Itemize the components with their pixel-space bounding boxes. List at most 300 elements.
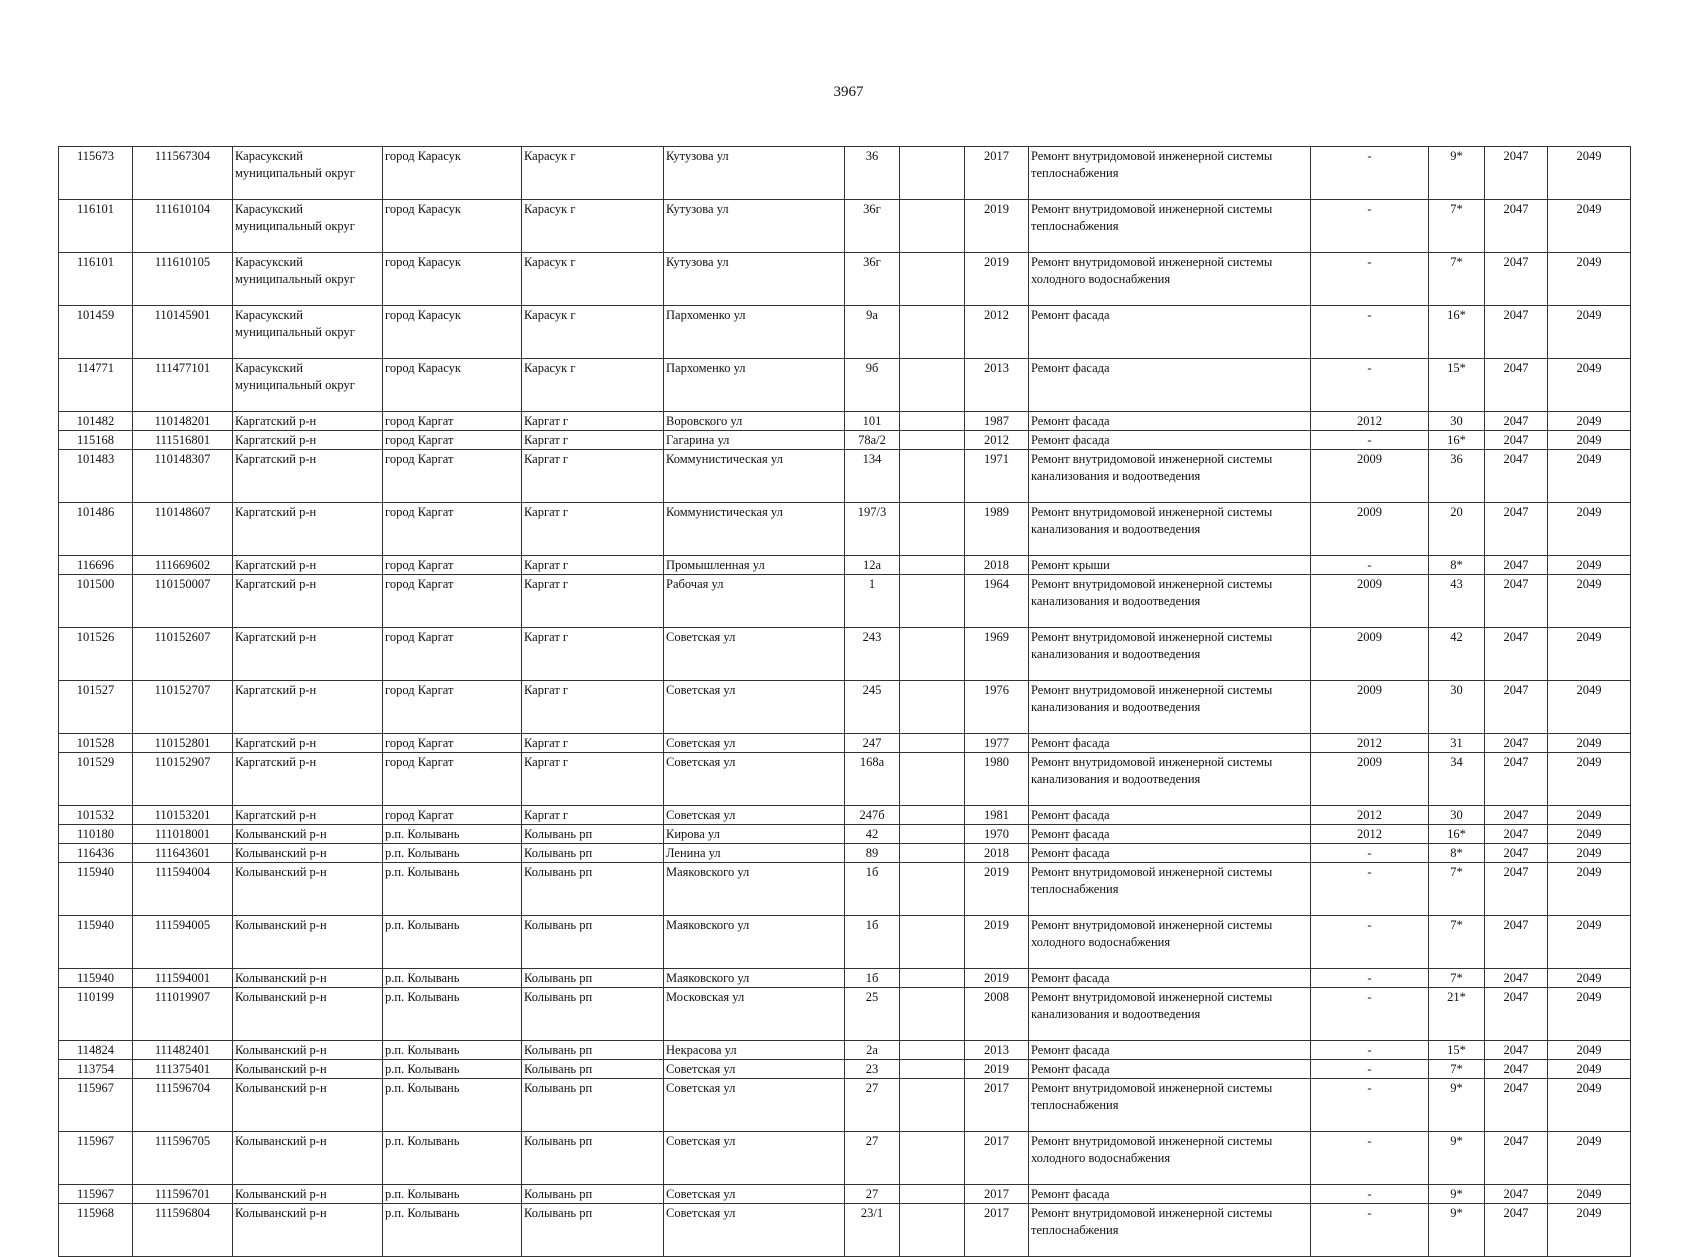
- cell-house-number: 42: [845, 825, 900, 844]
- cell-last-repair-year: -: [1311, 1041, 1429, 1060]
- cell-street: Советская ул: [664, 628, 845, 681]
- cell-wear-years: 30: [1429, 681, 1485, 734]
- cell-locality: Каргат г: [522, 450, 664, 503]
- cell-end-year: 2049: [1548, 825, 1631, 844]
- cell-house-id: 101486: [59, 503, 133, 556]
- cell-object-id: 110148607: [133, 503, 233, 556]
- cell-end-year: 2049: [1548, 988, 1631, 1041]
- cell-built-year: 2013: [965, 359, 1029, 412]
- table-row: [59, 412, 1631, 431]
- cell-house-id: 101529: [59, 753, 133, 806]
- cell-locality: Каргат г: [522, 681, 664, 734]
- cell-wear-years: 7*: [1429, 253, 1485, 306]
- cell-start-year: 2047: [1485, 556, 1548, 575]
- cell-street: Рабочая ул: [664, 575, 845, 628]
- cell-house-id: 101483: [59, 450, 133, 503]
- cell-end-year: 2049: [1548, 556, 1631, 575]
- cell-wear-years: 21*: [1429, 988, 1485, 1041]
- cell-last-repair-year: -: [1311, 969, 1429, 988]
- cell-locality: Карасук г: [522, 253, 664, 306]
- cell-end-year: 2049: [1548, 253, 1631, 306]
- cell-municipality: Каргатский р-н: [233, 806, 383, 825]
- cell-house-id: 115940: [59, 969, 133, 988]
- cell-start-year: 2047: [1485, 628, 1548, 681]
- cell-start-year: 2047: [1485, 200, 1548, 253]
- cell-work-type: Ремонт фасада: [1029, 431, 1311, 450]
- cell-settlement: город Каргат: [383, 628, 522, 681]
- cell-settlement: р.п. Колывань: [383, 1204, 522, 1257]
- cell-letter: [900, 1041, 965, 1060]
- cell-settlement: город Каргат: [383, 753, 522, 806]
- cell-object-id: 110145901: [133, 306, 233, 359]
- cell-municipality: Колыванский р-н: [233, 916, 383, 969]
- cell-street: Некрасова ул: [664, 1041, 845, 1060]
- cell-letter: [900, 844, 965, 863]
- cell-letter: [900, 1079, 965, 1132]
- cell-last-repair-year: -: [1311, 200, 1429, 253]
- cell-house-id: 101482: [59, 412, 133, 431]
- cell-end-year: 2049: [1548, 1204, 1631, 1257]
- cell-settlement: р.п. Колывань: [383, 1185, 522, 1204]
- cell-end-year: 2049: [1548, 431, 1631, 450]
- cell-object-id: 111596701: [133, 1185, 233, 1204]
- cell-house-number: 36г: [845, 200, 900, 253]
- cell-start-year: 2047: [1485, 1204, 1548, 1257]
- cell-house-id: 116101: [59, 253, 133, 306]
- cell-house-number: 247б: [845, 806, 900, 825]
- cell-work-type: Ремонт внутридомовой инженерной системы канализования и водоотведения: [1029, 503, 1311, 556]
- cell-built-year: 2019: [965, 200, 1029, 253]
- cell-built-year: 2019: [965, 916, 1029, 969]
- cell-house-number: 27: [845, 1185, 900, 1204]
- cell-locality: Колывань рп: [522, 1079, 664, 1132]
- cell-house-number: 247: [845, 734, 900, 753]
- cell-municipality: Каргатский р-н: [233, 681, 383, 734]
- cell-object-id: 111019907: [133, 988, 233, 1041]
- cell-settlement: город Каргат: [383, 503, 522, 556]
- cell-letter: [900, 916, 965, 969]
- cell-work-type: Ремонт внутридомовой инженерной системы канализования и водоотведения: [1029, 988, 1311, 1041]
- cell-object-id: 111516801: [133, 431, 233, 450]
- cell-work-type: Ремонт внутридомовой инженерной системы теплоснабжения: [1029, 863, 1311, 916]
- cell-street: Советская ул: [664, 1204, 845, 1257]
- cell-work-type: Ремонт фасада: [1029, 1060, 1311, 1079]
- cell-house-number: 245: [845, 681, 900, 734]
- cell-house-number: 9б: [845, 359, 900, 412]
- cell-municipality: Колыванский р-н: [233, 1079, 383, 1132]
- cell-work-type: Ремонт фасада: [1029, 412, 1311, 431]
- cell-municipality: Карасукский муниципальный округ: [233, 359, 383, 412]
- cell-street: Пархоменко ул: [664, 306, 845, 359]
- cell-letter: [900, 359, 965, 412]
- cell-work-type: Ремонт внутридомовой инженерной системы канализования и водоотведения: [1029, 628, 1311, 681]
- cell-end-year: 2049: [1548, 359, 1631, 412]
- cell-house-number: 23: [845, 1060, 900, 1079]
- cell-start-year: 2047: [1485, 844, 1548, 863]
- cell-built-year: 2018: [965, 556, 1029, 575]
- cell-settlement: р.п. Колывань: [383, 1132, 522, 1185]
- cell-start-year: 2047: [1485, 681, 1548, 734]
- cell-object-id: 111594001: [133, 969, 233, 988]
- cell-municipality: Колыванский р-н: [233, 1204, 383, 1257]
- cell-municipality: Карасукский муниципальный округ: [233, 200, 383, 253]
- cell-work-type: Ремонт внутридомовой инженерной системы канализования и водоотведения: [1029, 681, 1311, 734]
- cell-object-id: 111610105: [133, 253, 233, 306]
- cell-work-type: Ремонт внутридомовой инженерной системы канализования и водоотведения: [1029, 450, 1311, 503]
- cell-work-type: Ремонт фасада: [1029, 359, 1311, 412]
- cell-letter: [900, 306, 965, 359]
- table-row: [59, 825, 1631, 844]
- cell-locality: Каргат г: [522, 412, 664, 431]
- cell-built-year: 1970: [965, 825, 1029, 844]
- table-row: [59, 734, 1631, 753]
- cell-house-id: 115673: [59, 147, 133, 200]
- cell-letter: [900, 988, 965, 1041]
- cell-end-year: 2049: [1548, 147, 1631, 200]
- cell-wear-years: 15*: [1429, 1041, 1485, 1060]
- cell-municipality: Карасукский муниципальный округ: [233, 147, 383, 200]
- cell-last-repair-year: -: [1311, 1204, 1429, 1257]
- cell-object-id: 111669602: [133, 556, 233, 575]
- cell-house-number: 78а/2: [845, 431, 900, 450]
- cell-end-year: 2049: [1548, 916, 1631, 969]
- cell-house-number: 27: [845, 1132, 900, 1185]
- cell-municipality: Колыванский р-н: [233, 969, 383, 988]
- cell-municipality: Колыванский р-н: [233, 1041, 383, 1060]
- cell-object-id: 111567304: [133, 147, 233, 200]
- cell-street: Советская ул: [664, 1079, 845, 1132]
- table-row: [59, 431, 1631, 450]
- cell-house-id: 101532: [59, 806, 133, 825]
- cell-object-id: 110150007: [133, 575, 233, 628]
- cell-house-id: 115967: [59, 1132, 133, 1185]
- cell-house-number: 36г: [845, 253, 900, 306]
- cell-last-repair-year: -: [1311, 988, 1429, 1041]
- cell-built-year: 1980: [965, 753, 1029, 806]
- cell-house-number: 168а: [845, 753, 900, 806]
- cell-settlement: р.п. Колывань: [383, 1060, 522, 1079]
- cell-built-year: 1976: [965, 681, 1029, 734]
- cell-start-year: 2047: [1485, 412, 1548, 431]
- cell-wear-years: 15*: [1429, 359, 1485, 412]
- cell-built-year: 1981: [965, 806, 1029, 825]
- cell-settlement: р.п. Колывань: [383, 988, 522, 1041]
- cell-end-year: 2049: [1548, 306, 1631, 359]
- cell-municipality: Каргатский р-н: [233, 503, 383, 556]
- table-row: [59, 147, 1631, 200]
- cell-street: Маяковского ул: [664, 969, 845, 988]
- cell-house-number: 197/3: [845, 503, 900, 556]
- cell-object-id: 110152707: [133, 681, 233, 734]
- cell-end-year: 2049: [1548, 681, 1631, 734]
- cell-start-year: 2047: [1485, 1132, 1548, 1185]
- cell-municipality: Колыванский р-н: [233, 1060, 383, 1079]
- cell-end-year: 2049: [1548, 412, 1631, 431]
- cell-settlement: р.п. Колывань: [383, 825, 522, 844]
- cell-built-year: 1969: [965, 628, 1029, 681]
- cell-built-year: 2017: [965, 1185, 1029, 1204]
- table-row: [59, 988, 1631, 1041]
- cell-wear-years: 36: [1429, 450, 1485, 503]
- cell-municipality: Карасукский муниципальный округ: [233, 253, 383, 306]
- cell-letter: [900, 628, 965, 681]
- cell-municipality: Колыванский р-н: [233, 1185, 383, 1204]
- table-row: [59, 359, 1631, 412]
- cell-house-number: 12а: [845, 556, 900, 575]
- cell-start-year: 2047: [1485, 503, 1548, 556]
- cell-locality: Колывань рп: [522, 916, 664, 969]
- cell-start-year: 2047: [1485, 863, 1548, 916]
- cell-locality: Колывань рп: [522, 1185, 664, 1204]
- table-row: [59, 253, 1631, 306]
- cell-work-type: Ремонт внутридомовой инженерной системы канализования и водоотведения: [1029, 753, 1311, 806]
- cell-end-year: 2049: [1548, 628, 1631, 681]
- cell-house-id: 114824: [59, 1041, 133, 1060]
- cell-last-repair-year: 2009: [1311, 628, 1429, 681]
- cell-end-year: 2049: [1548, 806, 1631, 825]
- cell-letter: [900, 503, 965, 556]
- cell-house-number: 134: [845, 450, 900, 503]
- cell-house-id: 115940: [59, 916, 133, 969]
- cell-locality: Колывань рп: [522, 825, 664, 844]
- cell-letter: [900, 431, 965, 450]
- cell-house-id: 110199: [59, 988, 133, 1041]
- cell-house-number: 1б: [845, 969, 900, 988]
- cell-start-year: 2047: [1485, 988, 1548, 1041]
- cell-locality: Колывань рп: [522, 1041, 664, 1060]
- cell-letter: [900, 1132, 965, 1185]
- cell-wear-years: 7*: [1429, 1060, 1485, 1079]
- cell-start-year: 2047: [1485, 1060, 1548, 1079]
- cell-built-year: 2019: [965, 1060, 1029, 1079]
- cell-work-type: Ремонт внутридомовой инженерной системы холодного водоснабжения: [1029, 253, 1311, 306]
- cell-municipality: Колыванский р-н: [233, 825, 383, 844]
- cell-object-id: 110152907: [133, 753, 233, 806]
- cell-work-type: Ремонт внутридомовой инженерной системы теплоснабжения: [1029, 1079, 1311, 1132]
- cell-house-id: 115968: [59, 1204, 133, 1257]
- cell-letter: [900, 575, 965, 628]
- cell-locality: Каргат г: [522, 753, 664, 806]
- table-row: [59, 844, 1631, 863]
- cell-object-id: 111482401: [133, 1041, 233, 1060]
- cell-letter: [900, 969, 965, 988]
- cell-locality: Каргат г: [522, 628, 664, 681]
- cell-street: Московская ул: [664, 988, 845, 1041]
- cell-start-year: 2047: [1485, 253, 1548, 306]
- cell-end-year: 2049: [1548, 1041, 1631, 1060]
- cell-built-year: 2008: [965, 988, 1029, 1041]
- cell-start-year: 2047: [1485, 916, 1548, 969]
- cell-municipality: Каргатский р-н: [233, 450, 383, 503]
- cell-built-year: 2019: [965, 253, 1029, 306]
- cell-house-id: 116101: [59, 200, 133, 253]
- cell-house-id: 101528: [59, 734, 133, 753]
- table-row: [59, 753, 1631, 806]
- cell-municipality: Каргатский р-н: [233, 556, 383, 575]
- cell-locality: Каргат г: [522, 575, 664, 628]
- cell-wear-years: 30: [1429, 806, 1485, 825]
- cell-end-year: 2049: [1548, 1132, 1631, 1185]
- cell-last-repair-year: 2009: [1311, 503, 1429, 556]
- cell-letter: [900, 863, 965, 916]
- cell-last-repair-year: -: [1311, 1079, 1429, 1132]
- cell-wear-years: 9*: [1429, 1132, 1485, 1185]
- cell-object-id: 111610104: [133, 200, 233, 253]
- cell-work-type: Ремонт фасада: [1029, 306, 1311, 359]
- cell-end-year: 2049: [1548, 844, 1631, 863]
- cell-locality: Колывань рп: [522, 863, 664, 916]
- cell-built-year: 2019: [965, 863, 1029, 916]
- cell-last-repair-year: -: [1311, 916, 1429, 969]
- cell-wear-years: 16*: [1429, 431, 1485, 450]
- table-row: [59, 503, 1631, 556]
- cell-house-id: 110180: [59, 825, 133, 844]
- cell-built-year: 2017: [965, 1204, 1029, 1257]
- cell-street: Воровского ул: [664, 412, 845, 431]
- registry-table-body: [59, 147, 1631, 1257]
- table-row: [59, 1041, 1631, 1060]
- cell-locality: Каргат г: [522, 806, 664, 825]
- cell-locality: Каргат г: [522, 556, 664, 575]
- cell-last-repair-year: 2009: [1311, 753, 1429, 806]
- cell-street: Советская ул: [664, 753, 845, 806]
- cell-letter: [900, 200, 965, 253]
- cell-work-type: Ремонт фасада: [1029, 844, 1311, 863]
- cell-locality: Карасук г: [522, 306, 664, 359]
- cell-municipality: Каргатский р-н: [233, 575, 383, 628]
- cell-start-year: 2047: [1485, 1079, 1548, 1132]
- cell-start-year: 2047: [1485, 431, 1548, 450]
- cell-object-id: 110152801: [133, 734, 233, 753]
- cell-house-id: 115967: [59, 1079, 133, 1132]
- table-row: [59, 628, 1631, 681]
- cell-last-repair-year: -: [1311, 1060, 1429, 1079]
- cell-street: Коммунистическая ул: [664, 450, 845, 503]
- cell-built-year: 2012: [965, 306, 1029, 359]
- cell-end-year: 2049: [1548, 1060, 1631, 1079]
- cell-letter: [900, 806, 965, 825]
- cell-work-type: Ремонт внутридомовой инженерной системы холодного водоснабжения: [1029, 916, 1311, 969]
- cell-wear-years: 30: [1429, 412, 1485, 431]
- cell-end-year: 2049: [1548, 1185, 1631, 1204]
- table-row: [59, 200, 1631, 253]
- cell-built-year: 1987: [965, 412, 1029, 431]
- cell-object-id: 111477101: [133, 359, 233, 412]
- cell-house-id: 115940: [59, 863, 133, 916]
- cell-wear-years: 34: [1429, 753, 1485, 806]
- cell-locality: Колывань рп: [522, 1132, 664, 1185]
- cell-municipality: Каргатский р-н: [233, 412, 383, 431]
- cell-built-year: 2017: [965, 1132, 1029, 1185]
- cell-start-year: 2047: [1485, 359, 1548, 412]
- cell-work-type: Ремонт фасада: [1029, 806, 1311, 825]
- cell-last-repair-year: 2009: [1311, 681, 1429, 734]
- cell-house-number: 25: [845, 988, 900, 1041]
- cell-object-id: 111594005: [133, 916, 233, 969]
- cell-locality: Колывань рп: [522, 988, 664, 1041]
- cell-work-type: Ремонт внутридомовой инженерной системы теплоснабжения: [1029, 200, 1311, 253]
- cell-object-id: 110148307: [133, 450, 233, 503]
- cell-street: Кутузова ул: [664, 253, 845, 306]
- cell-last-repair-year: -: [1311, 359, 1429, 412]
- cell-start-year: 2047: [1485, 147, 1548, 200]
- cell-house-id: 113754: [59, 1060, 133, 1079]
- cell-settlement: р.п. Колывань: [383, 969, 522, 988]
- cell-letter: [900, 147, 965, 200]
- cell-object-id: 111375401: [133, 1060, 233, 1079]
- cell-settlement: р.п. Колывань: [383, 1041, 522, 1060]
- cell-settlement: город Карасук: [383, 253, 522, 306]
- cell-work-type: Ремонт фасада: [1029, 825, 1311, 844]
- cell-settlement: город Каргат: [383, 806, 522, 825]
- cell-house-id: 101527: [59, 681, 133, 734]
- cell-object-id: 111594004: [133, 863, 233, 916]
- cell-built-year: 1971: [965, 450, 1029, 503]
- cell-object-id: 111596705: [133, 1132, 233, 1185]
- cell-last-repair-year: 2009: [1311, 450, 1429, 503]
- cell-start-year: 2047: [1485, 450, 1548, 503]
- table-row: [59, 1132, 1631, 1185]
- cell-street: Промышленная ул: [664, 556, 845, 575]
- cell-settlement: город Каргат: [383, 734, 522, 753]
- cell-end-year: 2049: [1548, 753, 1631, 806]
- table-row: [59, 916, 1631, 969]
- cell-start-year: 2047: [1485, 575, 1548, 628]
- cell-last-repair-year: -: [1311, 556, 1429, 575]
- table-row: [59, 1204, 1631, 1257]
- cell-house-id: 116696: [59, 556, 133, 575]
- table-row: [59, 1185, 1631, 1204]
- cell-wear-years: 9*: [1429, 147, 1485, 200]
- cell-municipality: Каргатский р-н: [233, 753, 383, 806]
- cell-wear-years: 31: [1429, 734, 1485, 753]
- cell-start-year: 2047: [1485, 1185, 1548, 1204]
- cell-locality: Карасук г: [522, 147, 664, 200]
- cell-letter: [900, 450, 965, 503]
- cell-street: Пархоменко ул: [664, 359, 845, 412]
- cell-locality: Каргат г: [522, 503, 664, 556]
- cell-letter: [900, 556, 965, 575]
- cell-house-id: 115168: [59, 431, 133, 450]
- cell-work-type: Ремонт внутридомовой инженерной системы канализования и водоотведения: [1029, 575, 1311, 628]
- cell-object-id: 111643601: [133, 844, 233, 863]
- cell-letter: [900, 681, 965, 734]
- cell-settlement: город Каргат: [383, 431, 522, 450]
- cell-object-id: 110148201: [133, 412, 233, 431]
- cell-street: Кутузова ул: [664, 147, 845, 200]
- cell-municipality: Колыванский р-н: [233, 988, 383, 1041]
- cell-start-year: 2047: [1485, 734, 1548, 753]
- cell-last-repair-year: -: [1311, 844, 1429, 863]
- cell-end-year: 2049: [1548, 450, 1631, 503]
- cell-street: Советская ул: [664, 734, 845, 753]
- cell-street: Гагарина ул: [664, 431, 845, 450]
- cell-letter: [900, 1060, 965, 1079]
- cell-street: Маяковского ул: [664, 916, 845, 969]
- cell-settlement: р.п. Колывань: [383, 844, 522, 863]
- cell-settlement: город Каргат: [383, 412, 522, 431]
- cell-house-number: 27: [845, 1079, 900, 1132]
- table-row: [59, 1079, 1631, 1132]
- cell-house-id: 115967: [59, 1185, 133, 1204]
- cell-wear-years: 43: [1429, 575, 1485, 628]
- cell-built-year: 1964: [965, 575, 1029, 628]
- cell-settlement: город Карасук: [383, 359, 522, 412]
- cell-object-id: 110153201: [133, 806, 233, 825]
- cell-locality: Карасук г: [522, 200, 664, 253]
- cell-locality: Колывань рп: [522, 844, 664, 863]
- cell-wear-years: 7*: [1429, 969, 1485, 988]
